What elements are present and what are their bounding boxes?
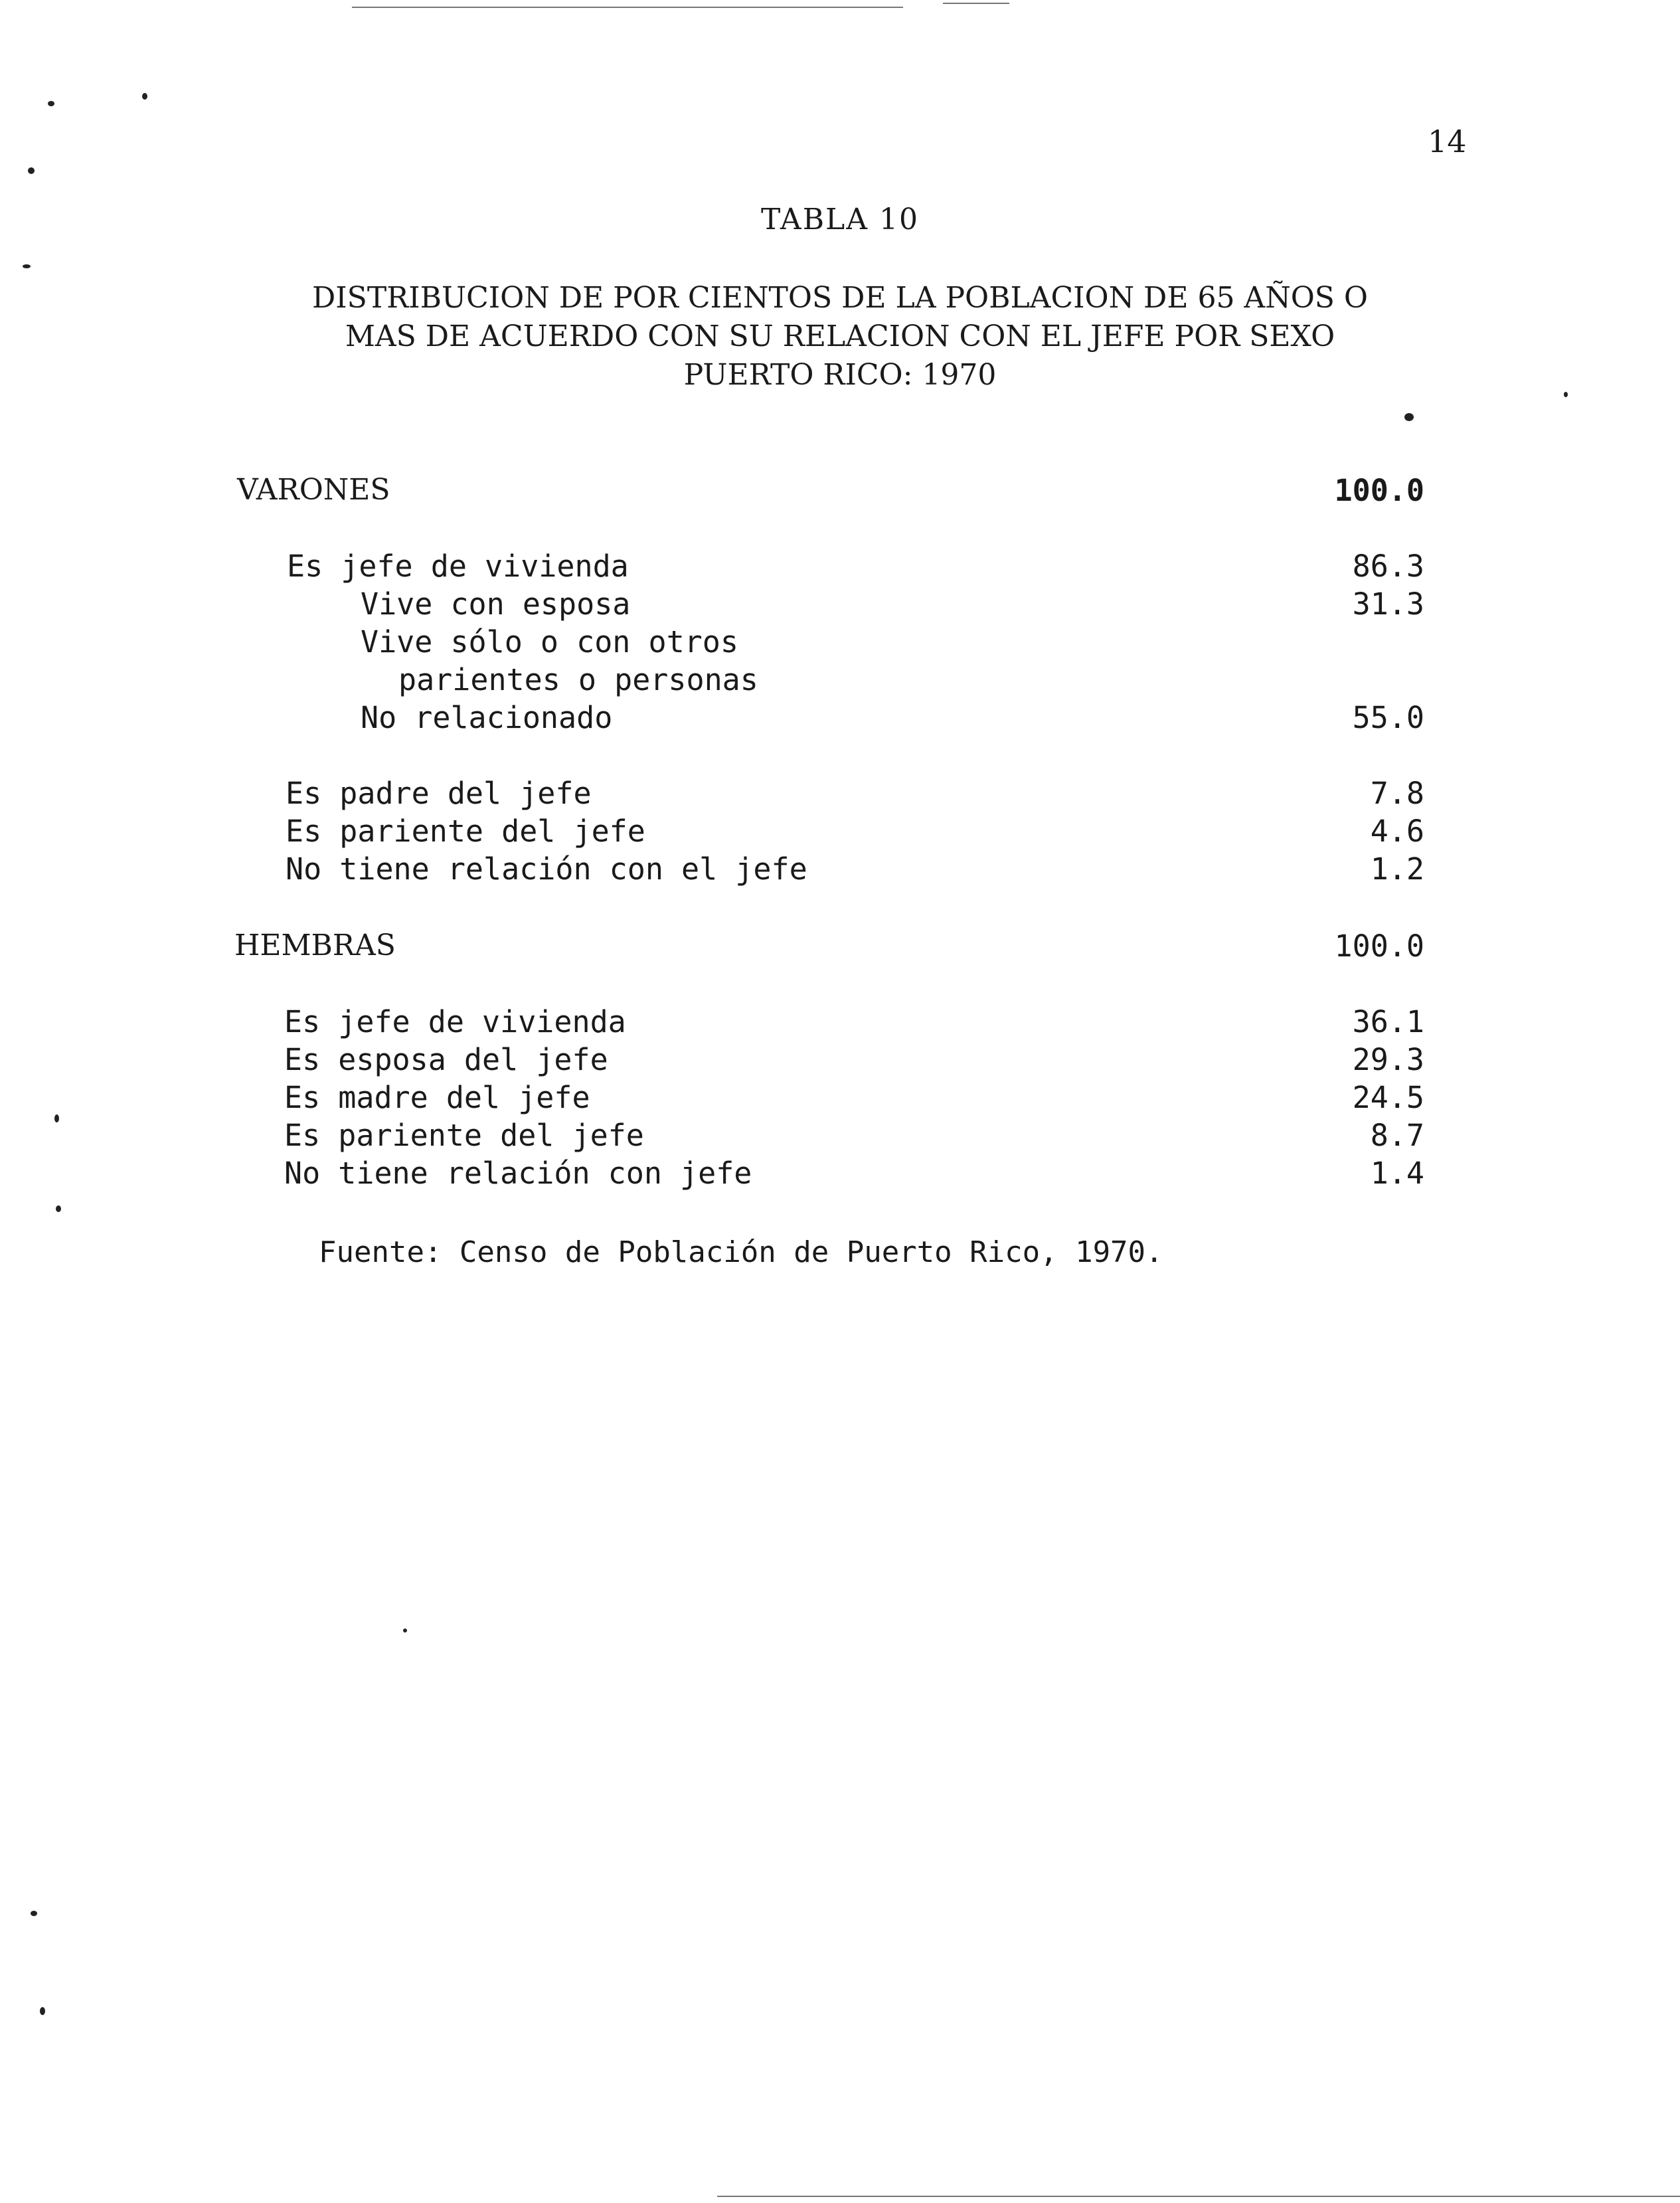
table-row (0, 1004, 1680, 1043)
row-label: Vive con esposa (361, 586, 631, 622)
row-value: 7.8 (1370, 776, 1424, 811)
row-label: No tiene relación con el jefe (286, 851, 807, 887)
row-label: Es jefe de vivienda (284, 1004, 626, 1039)
row-label: Es pariente del jefe (286, 814, 645, 849)
row-value: 31.3 (1352, 586, 1424, 622)
row-label: Es esposa del jefe (284, 1042, 608, 1077)
table-subtitle (0, 279, 1680, 395)
row-value: 55.0 (1352, 700, 1424, 735)
subtitle-line: MAS DE ACUERDO CON SU RELACION CON EL JEFE POR SEXO (345, 319, 1335, 353)
scan-speck (28, 167, 35, 174)
row-label: No tiene relación con jefe (284, 1156, 752, 1191)
row-value: 24.5 (1352, 1080, 1424, 1115)
table-row (0, 851, 1680, 890)
section-total: 100.0 (1334, 473, 1424, 508)
table-row (0, 662, 1680, 701)
scan-speck (1404, 413, 1414, 421)
scan-speck (56, 1205, 61, 1212)
section-label: HEMBRAS (234, 928, 396, 962)
scan-speck (23, 264, 31, 268)
scan-speck (142, 93, 147, 100)
page-number: 14 (1428, 124, 1467, 159)
row-label: Vive sólo o con otros (361, 624, 738, 660)
row-value: 1.4 (1370, 1156, 1424, 1191)
scan-speck (40, 2007, 45, 2015)
top-scan-rule-short (943, 3, 1009, 4)
row-value: 36.1 (1352, 1004, 1424, 1039)
row-value: 8.7 (1370, 1118, 1424, 1153)
row-label: No relacionado (361, 700, 613, 735)
bottom-scan-rule (717, 2196, 1680, 2197)
table-row (0, 1080, 1680, 1118)
table-row (0, 624, 1680, 663)
row-value: 29.3 (1352, 1042, 1424, 1077)
top-scan-rule (352, 7, 903, 8)
section-total: 100.0 (1334, 928, 1424, 964)
row-label: Es jefe de vivienda (287, 549, 629, 584)
section-header-varones (0, 473, 1680, 511)
table-row (0, 1042, 1680, 1081)
table-row (0, 1118, 1680, 1156)
table-title: TABLA 10 (760, 203, 920, 236)
table-row (0, 814, 1680, 852)
row-label: Es madre del jefe (284, 1080, 590, 1115)
section-label: VARONES (237, 473, 390, 507)
table-row (0, 776, 1680, 814)
scan-speck (31, 1911, 37, 1916)
row-label: Es padre del jefe (286, 776, 592, 811)
row-value: 4.6 (1370, 814, 1424, 849)
row-value: 86.3 (1352, 549, 1424, 584)
table-row (0, 700, 1680, 739)
row-value: 1.2 (1370, 851, 1424, 887)
table-row (0, 1156, 1680, 1194)
subtitle-line: PUERTO RICO: 1970 (683, 358, 997, 392)
row-label: Es pariente del jefe (284, 1118, 644, 1153)
row-label: parientes o personas (398, 662, 758, 697)
source-note: Fuente: Censo de Población de Puerto Rico, 1970. (319, 1235, 1163, 1269)
table-row (0, 586, 1680, 625)
scan-speck (48, 101, 54, 106)
section-header-hembras (0, 928, 1680, 967)
subtitle-line: DISTRIBUCION DE POR CIENTOS DE LA POBLACION DE 65 AÑOS O (312, 281, 1368, 315)
scan-speck (403, 1629, 407, 1632)
table-row (0, 549, 1680, 587)
